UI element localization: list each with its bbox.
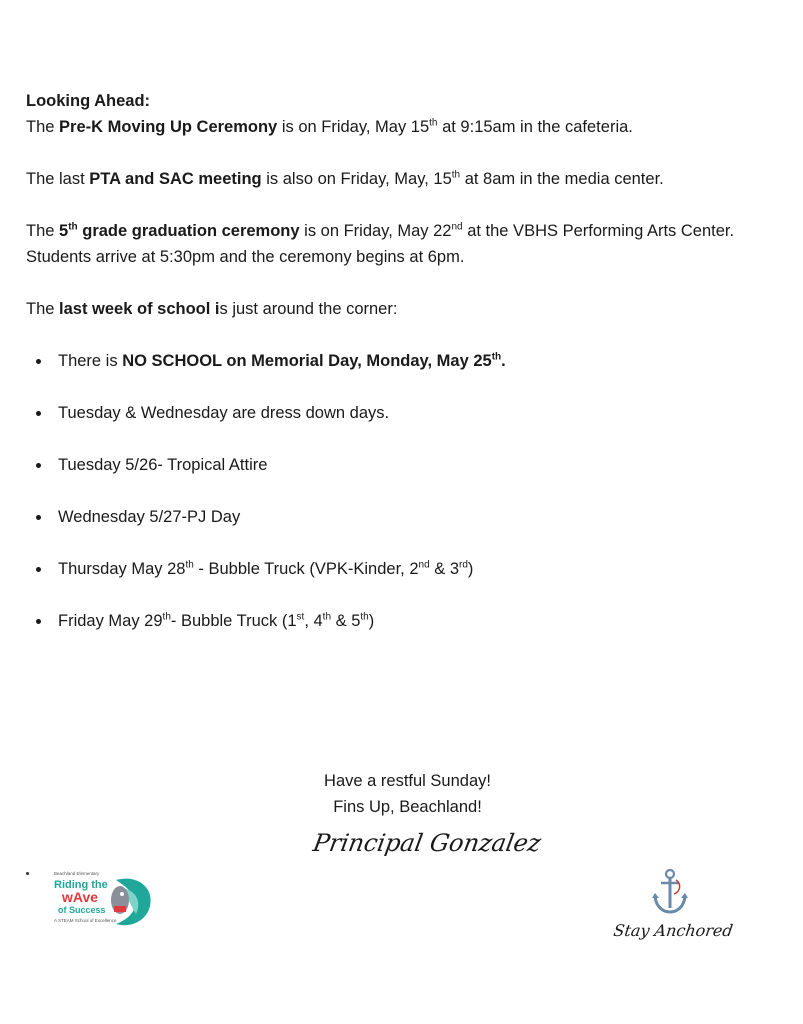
text: - Bubble Truck (VPK-Kinder, 2 [193,560,419,578]
text: Friday May 29 [58,612,163,630]
ordinal: rd [459,559,468,571]
school-logo [52,866,156,932]
logo-line2: wAve [62,889,99,905]
schedule-list [26,348,778,634]
text: Thursday May 28 [58,560,186,578]
closing-line: Have a restful Sunday! [324,772,491,790]
ordinal: th [185,559,194,571]
ordinal: th [68,221,78,233]
pre-k-ceremony-paragraph [26,114,778,140]
stray-dot [26,872,29,875]
text: at the VBHS Performing Arts Center. [462,222,735,240]
closing-line: Fins Up, Beachland! [333,798,482,816]
ordinal: nd [451,221,463,233]
event-name [59,222,300,240]
text: Wednesday 5/27-PJ Day [58,508,241,526]
announcement-body [26,88,778,660]
text: at 8am in the media center. [460,170,664,188]
text: is on Friday, May 15 [277,118,430,136]
text: ) [467,560,474,578]
text: . [501,352,506,370]
list-item [58,504,778,530]
text: & 5 [331,612,361,630]
pta-meeting-paragraph [26,166,778,192]
text: The [26,118,60,136]
closing-lines [0,768,791,820]
text: The last [26,170,90,188]
text: There is [58,352,123,370]
ordinal: th [491,351,502,363]
ordinal: th [429,117,438,129]
anchor-icon [650,868,690,914]
text: , 4 [304,612,323,630]
logo-line3: of Success [58,905,106,915]
text: The [26,300,60,318]
signature-image [310,817,544,865]
text: ) [368,612,375,630]
last-week-paragraph [26,296,778,322]
list-item [58,556,778,582]
event-name [122,352,506,370]
text: Students arrive at 5:30pm and the ceremony begins at 6pm. [26,248,465,266]
text: - Bubble Truck (1 [170,612,297,630]
logo-small-text: Beachland Elementary [54,871,100,876]
list-item [58,608,778,634]
stay-text: Stay Anchored [612,921,735,940]
list-item [58,452,778,478]
logo-line1: Riding the [54,879,108,891]
ordinal: th [451,169,461,181]
event-name: PTA and SAC meeting [89,170,262,188]
ordinal: th [360,611,369,623]
event-name: last week of school i [59,300,220,318]
text: 5 [59,222,69,240]
section-heading: Looking Ahead: [26,92,151,110]
text: Tuesday 5/26- Tropical Attire [58,456,268,474]
ordinal: th [162,611,171,623]
ordinal: nd [418,559,430,571]
list-item [58,400,778,426]
text: The [26,222,60,240]
list-item [58,348,778,374]
event-name: Pre-K Moving Up Ceremony [59,118,278,136]
signature-text: Principal Gonzalez [310,829,544,857]
text: & 3 [429,560,459,578]
graduation-paragraph [26,218,778,270]
text: NO SCHOOL on Memorial Day, Monday, May 25 [122,352,492,370]
text: is on Friday, May 22 [299,222,452,240]
text: at 9:15am in the cafeteria. [437,118,633,136]
ordinal: st [296,611,305,623]
text: grade graduation ceremony [77,222,300,240]
logo-tagline: A STEAM School of Excellence [54,918,117,923]
text: is also on Friday, May, 15 [261,170,452,188]
text: Tuesday & Wednesday are dress down days. [58,404,390,422]
stay-anchored-text [612,914,735,944]
ordinal: th [322,611,332,623]
text: s just around the corner: [219,300,398,318]
